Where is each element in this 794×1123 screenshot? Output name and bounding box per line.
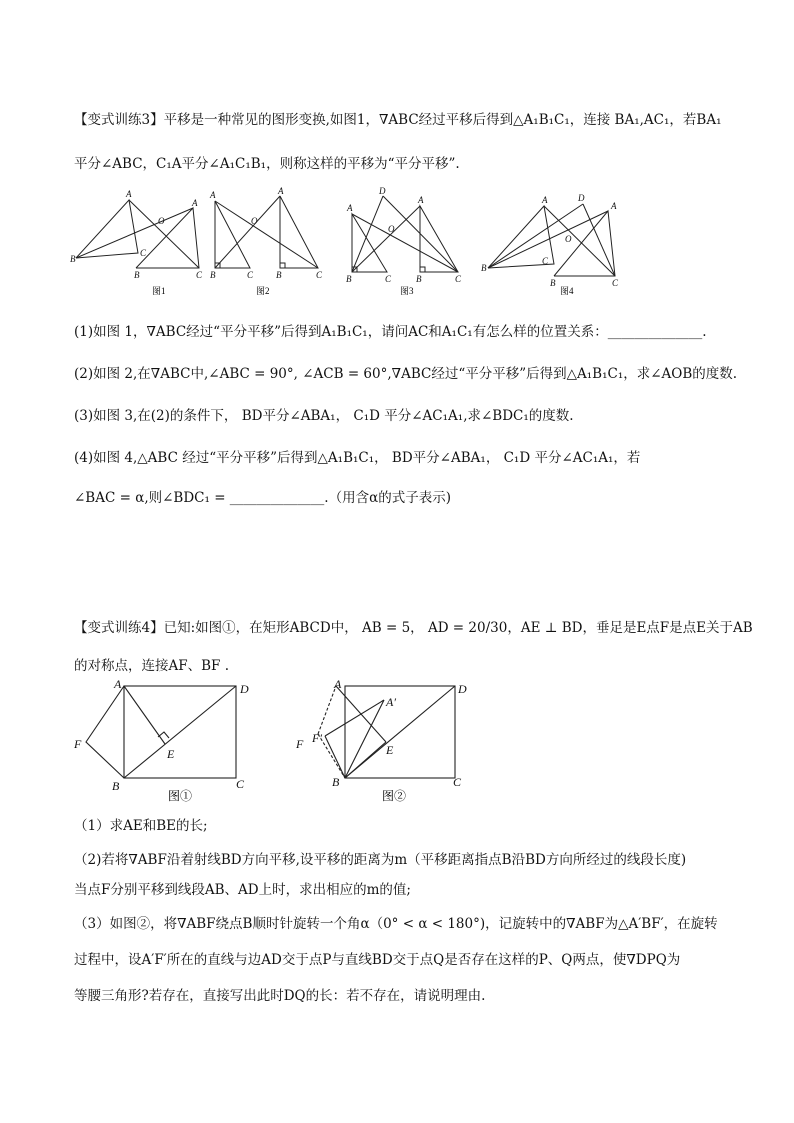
svg-text:C: C: [140, 248, 147, 258]
ex4-intro-line2: 的对称点，连接AF、BF .: [74, 658, 229, 674]
svg-text:C: C: [542, 256, 549, 266]
ex4-q3-line1: （3）如图②，将∇ABF绕点B顺时针旋转一个角α（0° < α < 180°)，记旋转中的∇ABF为△A′BF′，在旋转: [74, 916, 718, 932]
ex3-intro-line2: 平分∠ABC，C₁A平分∠A₁C₁B₁，则称这样的平移为“平分平移”.: [74, 156, 460, 172]
svg-text:B: B: [332, 775, 340, 789]
svg-text:A: A: [611, 201, 617, 211]
svg-text:B: B: [210, 270, 216, 280]
fig2-caption: 图2: [256, 286, 270, 296]
svg-text:A: A: [418, 195, 424, 205]
svg-text:C: C: [236, 777, 245, 791]
ex4-figures: [70, 676, 490, 806]
ex3-figures: [70, 186, 640, 298]
fig1-caption: 图1: [152, 286, 166, 296]
svg-text:B: B: [70, 254, 76, 264]
ex4-q2-line2: 当点F分别平移到线段AB、AD上时，求出相应的m的值;: [74, 882, 411, 898]
svg-text:O: O: [251, 216, 258, 226]
svg-text:F: F: [74, 737, 82, 751]
svg-text:B: B: [112, 779, 120, 793]
svg-text:C: C: [196, 270, 203, 280]
svg-text:B: B: [346, 274, 352, 284]
svg-text:A: A: [542, 195, 548, 205]
svg-text:C: C: [453, 775, 462, 789]
svg-text:O: O: [565, 234, 572, 244]
ex4-q2-line1: （2)若将∇ABF沿着射线BD方向平移,设平移的距离为m（平移距离指点B沿BD方向所经过的线段长度): [74, 852, 687, 868]
svg-text:A: A: [210, 190, 216, 200]
svg-text:B: B: [416, 274, 422, 284]
svg-text:E: E: [386, 743, 394, 757]
svg-text:F′: F′: [312, 731, 322, 745]
ex3-q4-line2: ∠BAC = α,则∠BDC₁ = ______________.（用含α的式子表示): [74, 490, 451, 506]
svg-text:B: B: [134, 270, 140, 280]
ex3-q2: (2)如图 2,在∇ABC中,∠ABC = 90°, ∠ACB = 60°,∇ABC经过“平分平移”后得到△A₁B₁C₁，求∠AOB的度数.: [74, 366, 738, 382]
svg-text:C: C: [612, 278, 619, 288]
svg-text:C: C: [455, 274, 462, 284]
ex3-intro-line1: 【变式训练3】平移是一种常见的图形变换,如图1，∇ABC经过平移后得到△A₁B₁C₁，连接 BA₁,AC₁，若BA₁: [74, 112, 722, 128]
svg-text:B: B: [276, 270, 282, 280]
fig-circle1-caption: 图①: [168, 789, 193, 803]
svg-text:A: A: [347, 203, 353, 213]
fig3-caption: 图3: [400, 286, 414, 296]
svg-text:D: D: [458, 682, 467, 696]
svg-text:C: C: [247, 270, 254, 280]
fig4-caption: 图4: [560, 286, 574, 296]
ex4-intro-line1: 【变式训练4】已知:如图①，在矩形ABCD中， AB = 5， AD = 20/30，AE ⊥ BD，垂足是E点F是点E关于AB: [74, 620, 753, 636]
svg-text:A′: A′: [386, 695, 396, 709]
svg-text:O: O: [388, 224, 395, 234]
svg-text:B: B: [481, 263, 487, 273]
ex3-q4-line1: (4)如图 4,△ABC 经过“平分平移”后得到△A₁B₁C₁， BD平分∠ABA₁， C₁D 平分∠AC₁A₁，若: [74, 450, 641, 466]
svg-text:D: D: [240, 682, 249, 696]
svg-text:F: F: [296, 737, 304, 751]
svg-text:B: B: [550, 278, 556, 288]
svg-text:C: C: [385, 274, 392, 284]
ex3-q3: (3)如图 3,在(2)的条件下， BD平分∠ABA₁， C₁D 平分∠AC₁A₁,求∠BDC₁的度数.: [74, 408, 574, 424]
svg-text:D: D: [379, 186, 386, 196]
svg-text:D: D: [578, 193, 585, 203]
svg-text:A: A: [114, 677, 122, 691]
ex3-q1: (1)如图 1，∇ABC经过“平分平移”后得到A₁B₁C₁，请问AC和A₁C₁有怎么样的位置关系：______________.: [74, 324, 707, 340]
svg-text:A: A: [192, 198, 198, 208]
svg-text:A: A: [278, 186, 284, 196]
ex4-q1: （1）求AE和BE的长;: [74, 818, 208, 834]
ex4-q3-line2: 过程中，设A′F′所在的直线与边AD交于点P与直线BD交于点Q是否存在这样的P、Q两点，使∇DPQ为: [74, 952, 681, 968]
svg-text:O: O: [158, 216, 165, 226]
svg-text:E: E: [167, 747, 175, 761]
svg-text:A: A: [126, 189, 132, 199]
fig-circle2-caption: 图②: [382, 789, 407, 803]
svg-text:C: C: [316, 270, 323, 280]
ex4-q3-line3: 等腰三角形?若存在，直接写出此时DQ的长：若不存在，请说明理由.: [74, 988, 486, 1004]
svg-text:A: A: [334, 677, 342, 691]
